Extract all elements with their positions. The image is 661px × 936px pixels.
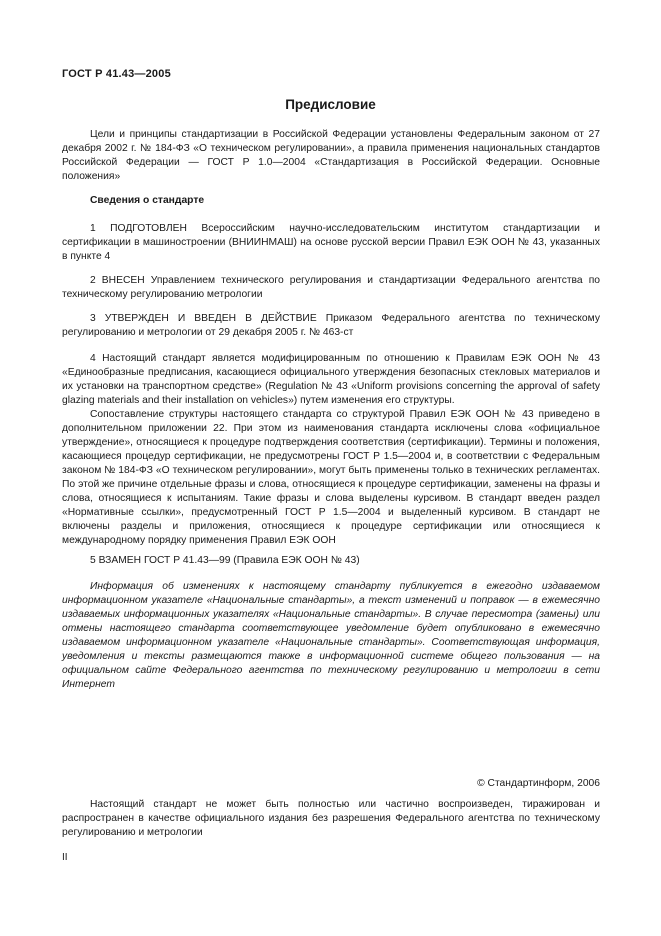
reproduction-notice: Настоящий стандарт не может быть полностью или частично воспроизведен, тиражирован и распространен в качестве официального издания без разрешения Федерального агентства по техническому регулированию и метрологии xyxy=(62,799,600,838)
item-1-paragraph: 1 ПОДГОТОВЛЕН Всероссийским научно-исследовательским институтом стандартизации и сертификации в машиностроении (ВНИИНМАШ) на основе русской версии Правил ЕЭК ООН № 43, указанных в пункте 4 xyxy=(62,223,600,262)
intro-paragraph: Цели и принципы стандартизации в Российской Федерации установлены Федеральным законом от 27 декабря 2002 г. № 184-ФЗ «О техническом регулировании», а правила применения национальных стандартов Российской Федерации — ГОСТ Р 1.0—2004 «Стандартизация в Российской Федерации. Основные положения» xyxy=(62,129,600,182)
page-title: Предисловие xyxy=(285,97,376,112)
item-2-paragraph: 2 ВНЕСЕН Управлением технического регулирования и стандартизации Федерального агентства по техническому регулированию метрологии xyxy=(62,275,600,300)
item-3-paragraph: 3 УТВЕРЖДЕН И ВВЕДЕН В ДЕЙСТВИЕ Приказом Федерального агентства по техническому регулированию и метрологии от 29 декабря 2005 г. № 463-ст xyxy=(62,313,600,338)
item-4-continuation-paragraph: Сопоставление структуры настоящего стандарта со структурой Правил ЕЭК ООН № 43 приведено в дополнительном приложении 22. При этом из наименования стандарта исключены слова «официальное утверждение», относящиеся к процедуре подтверждения соответствия (сертификации). Термины и положения, касающиеся процедур сертификации, не предусмотрены ГОСТ Р 1.5—2004 и, в соответствии с Федеральным законом № 184-ФЗ «О техническом регулировании», могут быть применены только в технических регламентах. По этой же причине отдельные фразы и слова, относящиеся к процедуре сертификации, заменены на фразы и слова, относящиеся к испытаниям. Такие фразы и слова выделены курсивом. В стандарт введен раздел «Нормативные ссылки», предусмотренный ГОСТ Р 1.5—2004 и выделенный курсивом. В стандарт не включены разделы и приложения, относящиеся к процедуре сертификации или относящиеся к международному порядку применения Правил ЕЭК ООН xyxy=(62,409,600,546)
standard-info-subheading: Сведения о стандарте xyxy=(90,195,205,206)
page-number: II xyxy=(62,852,68,863)
notice-paragraph: Информация об изменениях к настоящему стандарту публикуется в ежегодно издаваемом информационном указателе «Национальные стандарты», а текст изменений и поправок — в ежемесячно издаваемых информационных указателях «Национальные стандарты». В случае пересмотра (замены) или отмены настоящего стандарта соответствующее уведомление будет опубликовано в ежемесячно издаваемом информационном указателе «Национальные стандарты». Соответствующая информация, уведомления и тексты размещаются также в информационной системе общего пользования — на официальном сайте Федерального агентства по техническому регулированию и метрологии в сети Интернет xyxy=(62,581,600,690)
copyright-line: © Стандартинформ, 2006 xyxy=(477,778,600,789)
document-header: ГОСТ Р 41.43—2005 xyxy=(62,68,171,80)
item-5-paragraph: 5 ВЗАМЕН ГОСТ Р 41.43—99 (Правила ЕЭК ООН № 43) xyxy=(90,555,360,566)
item-4-paragraph: 4 Настоящий стандарт является модифицированным по отношению к Правилам ЕЭК ООН № 43 «Единообразные предписания, касающиеся официального утверждения безопасных стекловых материалов и их установки на транспортном средстве» (Regulation № 43 «Uniform provisions concerning the approval of safety glazing materials and their installation on vehicles») путем изменения его структуры. xyxy=(62,353,600,406)
